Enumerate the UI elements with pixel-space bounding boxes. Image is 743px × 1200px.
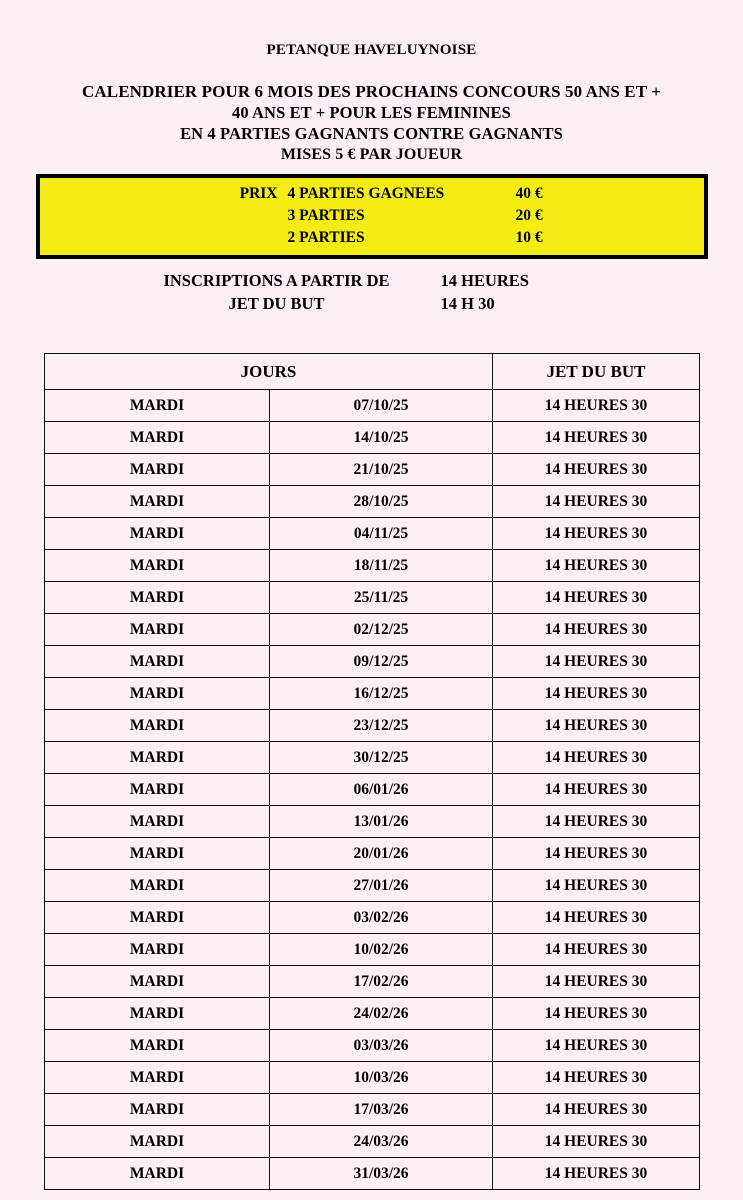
cell-date: 17/02/26 [270,966,493,998]
table-row [45,1030,700,1062]
table-row [45,902,700,934]
cell-date: 06/01/26 [270,774,493,806]
cell-time: 14 HEURES 30 [493,806,700,838]
cell-date: 10/03/26 [270,1062,493,1094]
cell-time: 14 HEURES 30 [493,710,700,742]
prize-row [40,183,704,205]
table-row [45,550,700,582]
table-row [45,710,700,742]
cell-day: MARDI [45,1094,270,1126]
table-row [45,582,700,614]
cell-time: 14 HEURES 30 [493,934,700,966]
cell-date: 13/01/26 [270,806,493,838]
prize-label-prix: PRIX [239,185,278,202]
cell-day: MARDI [45,550,270,582]
cell-date: 28/10/25 [270,486,493,518]
cell-time: 14 HEURES 30 [493,486,700,518]
subtitle-block [0,81,743,165]
cell-date: 04/11/25 [270,518,493,550]
cell-date: 02/12/25 [270,614,493,646]
subtitle-line-4: MISES 5 € PAR JOUEUR [280,146,463,163]
cell-date: 25/11/25 [270,582,493,614]
schedule-table-head [45,354,700,390]
cell-date: 30/12/25 [270,742,493,774]
cell-day: MARDI [45,422,270,454]
table-row [45,870,700,902]
info-label: INSCRIPTIONS A PARTIR DE [163,271,390,290]
cell-day: MARDI [45,582,270,614]
cell-day: MARDI [45,1062,270,1094]
cell-time: 14 HEURES 30 [493,646,700,678]
cell-day: MARDI [45,870,270,902]
cell-time: 14 HEURES 30 [493,614,700,646]
cell-date: 07/10/25 [270,390,493,422]
cell-date: 03/02/26 [270,902,493,934]
cell-date: 20/01/26 [270,838,493,870]
cell-date: 24/03/26 [270,1126,493,1158]
table-row [45,422,700,454]
schedule-table [44,353,700,1190]
table-row [45,742,700,774]
cell-time: 14 HEURES 30 [493,518,700,550]
cell-date: 23/12/25 [270,710,493,742]
table-row [45,838,700,870]
table-row [45,486,700,518]
cell-time: 14 HEURES 30 [493,390,700,422]
cell-time: 14 HEURES 30 [493,870,700,902]
cell-date: 17/03/26 [270,1094,493,1126]
cell-day: MARDI [45,678,270,710]
cell-time: 14 HEURES 30 [493,1094,700,1126]
cell-day: MARDI [45,614,270,646]
cell-time: 14 HEURES 30 [493,966,700,998]
table-row [45,646,700,678]
cell-date: 31/03/26 [270,1158,493,1190]
table-row [45,454,700,486]
prize-row [40,227,704,249]
table-row [45,678,700,710]
cell-date: 16/12/25 [270,678,493,710]
cell-time: 14 HEURES 30 [493,550,700,582]
table-row [45,1062,700,1094]
cell-day: MARDI [45,646,270,678]
prize-row [40,205,704,227]
info-row-jet-du-but [0,292,743,315]
subtitle-line-2: 40 ANS ET + POUR LES FEMININES [232,103,511,122]
prize-amount: 20 € [515,207,543,224]
table-row [45,774,700,806]
table-row [45,1094,700,1126]
column-header-jet-du-but: JET DU BUT [493,354,700,390]
cell-time: 14 HEURES 30 [493,582,700,614]
cell-time: 14 HEURES 30 [493,454,700,486]
subtitle-line-1: CALENDRIER POUR 6 MOIS DES PROCHAINS CONCOURS 50 ANS ET + [82,82,661,101]
cell-day: MARDI [45,998,270,1030]
cell-time: 14 HEURES 30 [493,422,700,454]
cell-time: 14 HEURES 30 [493,1126,700,1158]
cell-time: 14 HEURES 30 [493,902,700,934]
table-row [45,934,700,966]
cell-day: MARDI [45,934,270,966]
column-header-jours: JOURS [45,354,493,390]
prize-amount: 40 € [515,185,543,202]
cell-date: 09/12/25 [270,646,493,678]
cell-date: 10/02/26 [270,934,493,966]
info-row-inscriptions [0,269,743,292]
table-row [45,518,700,550]
cell-time: 14 HEURES 30 [493,1062,700,1094]
prize-box [36,174,708,259]
cell-day: MARDI [45,486,270,518]
table-row [45,1126,700,1158]
prize-label-condition: 4 PARTIES GAGNEES [287,185,445,202]
cell-time: 14 HEURES 30 [493,678,700,710]
cell-day: MARDI [45,742,270,774]
info-block [0,269,743,315]
cell-date: 18/11/25 [270,550,493,582]
cell-day: MARDI [45,1030,270,1062]
prize-label-condition: 2 PARTIES [287,229,365,246]
cell-day: MARDI [45,1126,270,1158]
prize-label-empty [40,227,288,249]
document-header [0,0,743,165]
info-value: 14 HEURES [440,271,529,290]
cell-date: 14/10/25 [270,422,493,454]
cell-time: 14 HEURES 30 [493,1158,700,1190]
schedule-table-wrapper [44,353,699,1190]
subtitle-line-3: EN 4 PARTIES GAGNANTS CONTRE GAGNANTS [180,124,563,143]
cell-date: 21/10/25 [270,454,493,486]
cell-day: MARDI [45,710,270,742]
info-value: 14 H 30 [440,294,495,313]
table-row [45,966,700,998]
cell-time: 14 HEURES 30 [493,998,700,1030]
schedule-table-body [45,390,700,1190]
cell-day: MARDI [45,838,270,870]
cell-day: MARDI [45,1158,270,1190]
cell-day: MARDI [45,390,270,422]
cell-day: MARDI [45,966,270,998]
cell-day: MARDI [45,902,270,934]
cell-day: MARDI [45,454,270,486]
cell-date: 24/02/26 [270,998,493,1030]
cell-time: 14 HEURES 30 [493,774,700,806]
cell-day: MARDI [45,518,270,550]
table-row [45,390,700,422]
cell-time: 14 HEURES 30 [493,838,700,870]
cell-day: MARDI [45,806,270,838]
table-row [45,806,700,838]
cell-day: MARDI [45,774,270,806]
info-label: JET DU BUT [228,294,325,313]
cell-time: 14 HEURES 30 [493,742,700,774]
table-header-row [45,354,700,390]
cell-date: 27/01/26 [270,870,493,902]
cell-date: 03/03/26 [270,1030,493,1062]
prize-label-condition: 3 PARTIES [287,207,365,224]
prize-amount: 10 € [515,229,543,246]
table-row [45,614,700,646]
club-title: PETANQUE HAVELUYNOISE [266,42,477,58]
table-row [45,998,700,1030]
prize-label-empty [40,205,288,227]
cell-time: 14 HEURES 30 [493,1030,700,1062]
table-row [45,1158,700,1190]
